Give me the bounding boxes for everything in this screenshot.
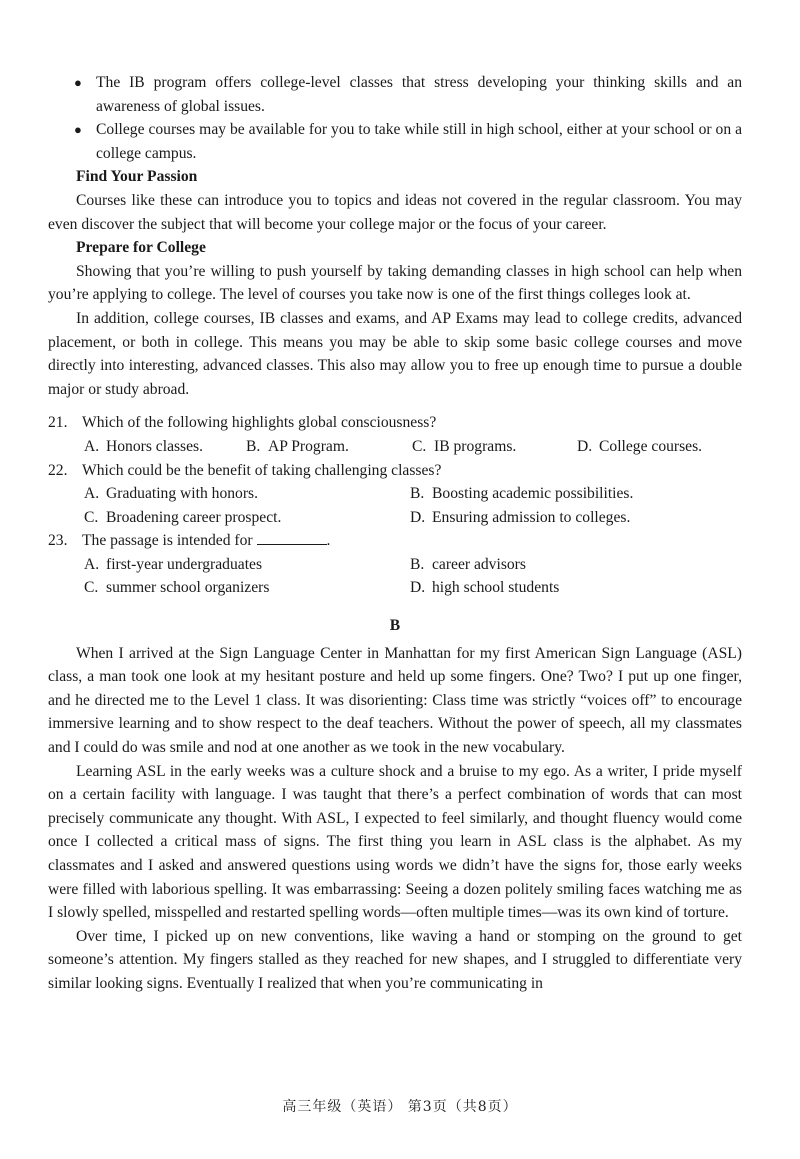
option-c[interactable]: C. summer school organizers: [84, 579, 270, 597]
question-21-options: [48, 435, 742, 459]
section-b-title: B: [389, 617, 401, 635]
option-d[interactable]: D. College courses.: [577, 437, 703, 455]
question-number: 21.: [48, 414, 68, 432]
option-d[interactable]: D. Ensuring admission to colleges.: [410, 508, 631, 526]
question-stem-wrap: [82, 529, 330, 553]
option-a[interactable]: A. Honors classes.: [84, 437, 204, 455]
section-b-paragraph-3: Over time, I picked up on new conventions, like waving a hand or stomping on the ground to get someone’s attention. My fingers stalled as they reached for new shapes, and I struggled to differentiate very similar looking signs. Eventually I realized that when you’re communicating in: [48, 927, 742, 992]
section-b-paragraph-2: Learning ASL in the early weeks was a culture shock and a bruise to my ego. As a writer, I pride myself on a certain facility with language. I was taught that there’s a perfect combination of words that can most precisely communicate any thought. With ASL, I expected to feel similarly, and thought fluency would come once I collected a critical mass of signs. The first thing you learn in ASL class is the alphabet. As my classmates and I asked and answered questions using words we didn’t have the signs for, those early weeks were filled with laborious spelling. It was embarrassing: Seeing a dozen politely smiling faces watching me as I slowly spelled, misspelled and restarted spelling words—often multiple times—was its own kind of torture.: [48, 762, 742, 922]
question-list: [48, 411, 742, 600]
option-b[interactable]: B. Boosting academic possibilities.: [410, 485, 634, 503]
question-22-options-row-2: [48, 506, 742, 530]
question-23-options-row-1: [48, 553, 742, 577]
answer-blank: [257, 530, 327, 545]
option-b[interactable]: B. career advisors: [410, 555, 526, 573]
option-d[interactable]: D. high school students: [410, 579, 560, 597]
paragraph-prepare-college-1: Showing that you’re willing to push yourself by taking demanding classes in high school can help when you’re applying to college. The level of courses you take now is one of the first things colleges look at.: [48, 262, 742, 304]
heading-find-passion: Find Your Passion: [76, 168, 198, 186]
option-a[interactable]: A. first-year undergraduates: [84, 555, 263, 573]
paragraph-find-passion: Courses like these can introduce you to topics and ideas not covered in the regular classroom. You may even discover the subject that will become your college major or the focus of your career.: [48, 191, 742, 233]
option-c[interactable]: C. Broadening career prospect.: [84, 508, 282, 526]
bullet-item-college-courses: [48, 118, 742, 165]
heading-prepare-college: Prepare for College: [76, 239, 206, 257]
question-stem-end: .: [326, 532, 331, 550]
exam-page: [48, 71, 742, 996]
option-c[interactable]: C. IB programs.: [412, 437, 517, 455]
question-22: [48, 459, 742, 483]
question-23: [48, 529, 742, 553]
bullet-icon: ●: [74, 122, 82, 138]
question-21: [48, 411, 742, 435]
question-23-options-row-2: [48, 576, 742, 600]
question-stem: Which could be the benefit of taking challenging classes?: [82, 461, 442, 479]
option-a[interactable]: A. Graduating with honors.: [84, 485, 259, 503]
question-number: 23.: [48, 532, 68, 550]
option-b[interactable]: B. AP Program.: [246, 437, 349, 455]
question-22-options-row-1: [48, 482, 742, 506]
page-footer: 高三年级（英语） 第3页（共8页）: [282, 1099, 518, 1115]
bullet-icon: ●: [74, 75, 82, 90]
paragraph-prepare-college-2: In addition, college courses, IB classes and exams, and AP Exams may lead to college credits, advanced placement, or both in college. This means you may be able to skip some basic college courses and move directly into interesting, advanced classes. This also may allow you to free up enough time to pursue a double major or study abroad.: [48, 309, 742, 398]
question-number: 22.: [48, 461, 68, 479]
question-stem: Which of the following highlights global consciousness?: [82, 414, 437, 432]
bullet-item-ib: [48, 71, 742, 118]
question-stem: The passage is intended for: [82, 532, 253, 550]
bullet-text: College courses may be available for you to take while still in high school, either at your school or on a college campus.: [96, 121, 742, 162]
bullet-text: The IB program offers college-level classes that stress developing your thinking skills and an awareness of global issues.: [96, 74, 742, 115]
section-b-paragraph-1: When I arrived at the Sign Language Center in Manhattan for my first American Sign Language (ASL) class, a man took one look at my hesitant posture and held up some fingers. One? Two? I put up one finger, and he directed me to the Level 1 class. It was disorienting: Class time was strictly “voices off” to encourage immersive learning and to show respect to the deaf teachers. Without the power of speech, all my classmates and I could do was smile and nod at one another as we took in the new vocabulary.: [48, 644, 742, 757]
